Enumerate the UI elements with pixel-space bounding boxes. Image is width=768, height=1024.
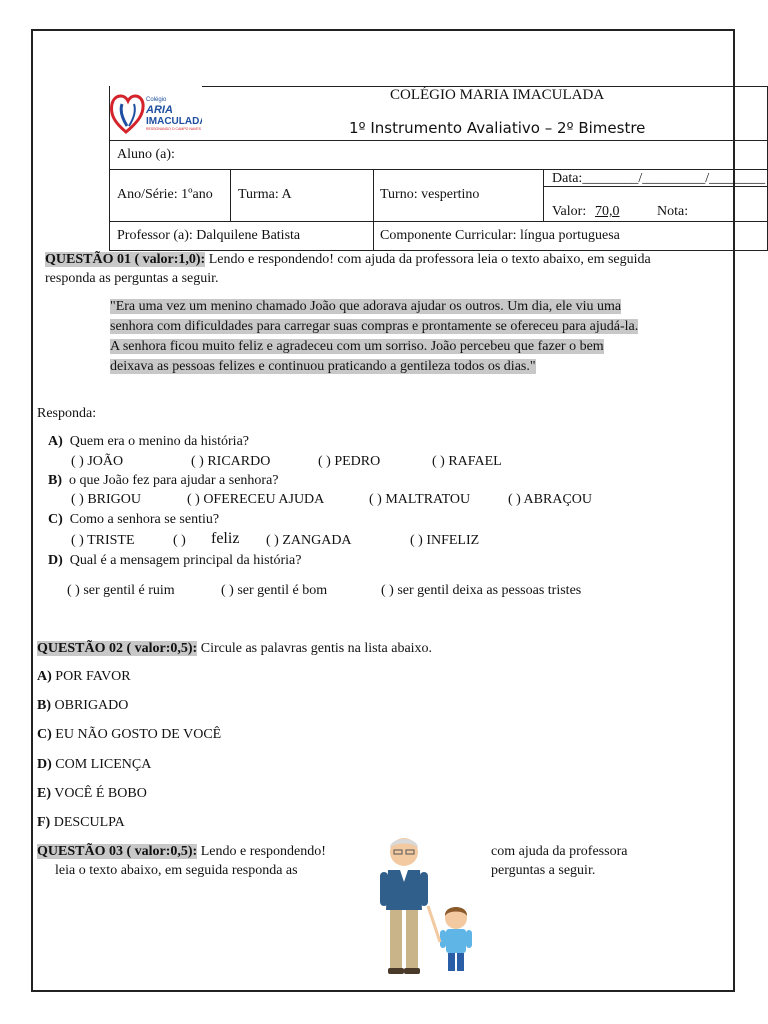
q1d-text: Qual é a mensagem principal da história?: [69, 553, 302, 568]
q1a-option-2[interactable]: ( ) RICARDO: [191, 454, 271, 469]
q2-item-b-text: OBRIGADO: [51, 698, 129, 713]
q2-item-a-text: POR FAVOR: [51, 669, 131, 684]
school-logo: [110, 88, 202, 138]
q2-item-a[interactable]: [37, 669, 131, 685]
q1-instruction-line1: Lendo e respondendo! com ajuda da professora leia o texto abaixo, em seguida: [205, 252, 651, 267]
q3-instruction: [37, 844, 326, 860]
q1c-option-3[interactable]: ( ) ZANGADA: [266, 533, 352, 548]
q2-instruction-text: Circule as palavras gentis na lista abaixo.: [197, 641, 433, 656]
grandfather-boy-illustration: [376, 830, 480, 980]
q1b-letter: B): [48, 473, 62, 488]
q2-label: QUESTÃO 02: [37, 641, 123, 656]
svg-text:IMACULADA: IMACULADA: [146, 116, 202, 127]
shift-field: Turno: vespertino: [380, 187, 480, 202]
respond-label: Responda:: [37, 406, 97, 421]
q1d-option-1[interactable]: ( ) ser gentil é ruim: [67, 583, 175, 598]
q3-right-line2: perguntas a seguir.: [491, 863, 596, 878]
q1b-option-2[interactable]: ( ) OFERECEU AJUDA: [187, 492, 325, 507]
q2-item-f[interactable]: [37, 815, 125, 831]
q2-item-c-text: EU NÃO GOSTO DE VOCÊ: [51, 727, 222, 742]
q2-item-d-letter: D): [37, 757, 52, 772]
q1-passage-text: "Era uma vez um menino chamado João que adorava ajudar os outros. Um dia, ele viu uma senhora com dificuldades para carregar suas compras e prontamente se ofereceu para ajudá-la. A senhora ficou muito feliz e agradeceu com um sorriso. João percebeu que fazer o bem deixava as pessoas felizes e continuou praticando a gentileza todos os dias.": [110, 299, 639, 374]
q1-value: ( valor:1,0):: [134, 252, 206, 267]
q2-item-d-text: COM LICENÇA: [51, 757, 152, 772]
q1c-option-4[interactable]: ( ) INFELIZ: [410, 533, 480, 548]
q2-item-b-letter: B): [37, 698, 51, 713]
q1c-option-1[interactable]: ( ) TRISTE: [71, 533, 135, 548]
q1-passage: [110, 297, 650, 377]
date-field[interactable]: Data:________/_________/________: [552, 171, 766, 186]
value-amount: 70,0: [595, 204, 620, 219]
q1b-option-3[interactable]: ( ) MALTRATOU: [369, 492, 471, 507]
q2-instruction: [37, 641, 432, 657]
q2-item-e[interactable]: [37, 786, 147, 802]
q1a-option-4[interactable]: ( ) RAFAEL: [432, 454, 502, 469]
q1a-option-1[interactable]: ( ) JOÃO: [71, 454, 124, 469]
class-field: Turma: A: [238, 187, 292, 202]
q2-item-b[interactable]: [37, 698, 128, 714]
grandfather-boy-icon: [376, 830, 480, 980]
q1d-option-3[interactable]: ( ) ser gentil deixa as pessoas tristes: [381, 583, 582, 598]
q1a-option-3[interactable]: ( ) PEDRO: [318, 454, 381, 469]
assessment-subtitle: 1º Instrumento Avaliativo – 2º Bimestre: [349, 119, 646, 137]
q1d-question: [48, 553, 301, 569]
q1b-question: [48, 473, 279, 489]
q2-item-d[interactable]: [37, 757, 151, 773]
svg-text:RESSONANDO O CAMPO NAVES: RESSONANDO O CAMPO NAVES: [146, 127, 201, 131]
student-field[interactable]: Aluno (a):: [117, 147, 175, 162]
q1c-letter: C): [48, 512, 63, 527]
q1c-option-2[interactable]: ( ): [173, 533, 186, 548]
q1a-question: [48, 434, 249, 450]
q1b-option-1[interactable]: ( ) BRIGOU: [71, 492, 141, 507]
q1b-option-4[interactable]: ( ) ABRAÇOU: [508, 492, 593, 507]
q1-instruction-line2: responda as perguntas a seguir.: [45, 271, 219, 286]
q1b-text: o que João fez para ajudar a senhora?: [69, 473, 279, 488]
q3-left-line1: Lendo e respondendo!: [197, 844, 326, 859]
grade-field: Ano/Série: 1ºano: [117, 187, 213, 202]
svg-text:Colégio: Colégio: [146, 97, 167, 103]
q2-value: ( valor:0,5):: [126, 641, 198, 656]
value-label: Valor:: [552, 204, 587, 219]
q1-instruction: [45, 252, 651, 268]
q1c-question: [48, 512, 219, 528]
q2-item-e-letter: E): [37, 786, 51, 801]
q1-label: QUESTÃO 01: [45, 252, 131, 267]
q1c-option-2-label: feliz: [211, 530, 240, 547]
grade-score-field[interactable]: Nota:: [657, 204, 689, 219]
heart-logo-icon: [110, 88, 202, 138]
q2-item-c[interactable]: [37, 727, 221, 743]
q1d-letter: D): [48, 553, 63, 568]
q1a-text: Quem era o menino da história?: [69, 434, 249, 449]
q3-right-line1: com ajuda da professora: [491, 844, 628, 859]
q2-item-e-text: VOCÊ É BOBO: [51, 786, 147, 801]
q1d-option-2[interactable]: ( ) ser gentil é bom: [221, 583, 328, 598]
teacher-field: Professor (a): Dalquilene Batista: [117, 228, 301, 243]
q2-item-f-text: DESCULPA: [50, 815, 125, 830]
q3-left-line2: leia o texto abaixo, em seguida responda as: [55, 863, 298, 878]
school-name: COLÉGIO MARIA IMACULADA: [390, 87, 605, 103]
q2-item-f-letter: F): [37, 815, 51, 830]
q2-item-c-letter: C): [37, 727, 52, 742]
svg-text:ARIA: ARIA: [146, 104, 173, 116]
q3-label: QUESTÃO 03: [37, 844, 123, 859]
subject-field: Componente Curricular: língua portuguesa: [380, 228, 620, 243]
q1c-text: Como a senhora se sentiu?: [69, 512, 220, 527]
q1a-letter: A): [48, 434, 63, 449]
q3-value: ( valor:0,5):: [126, 844, 198, 859]
q2-item-a-letter: A): [37, 669, 52, 684]
